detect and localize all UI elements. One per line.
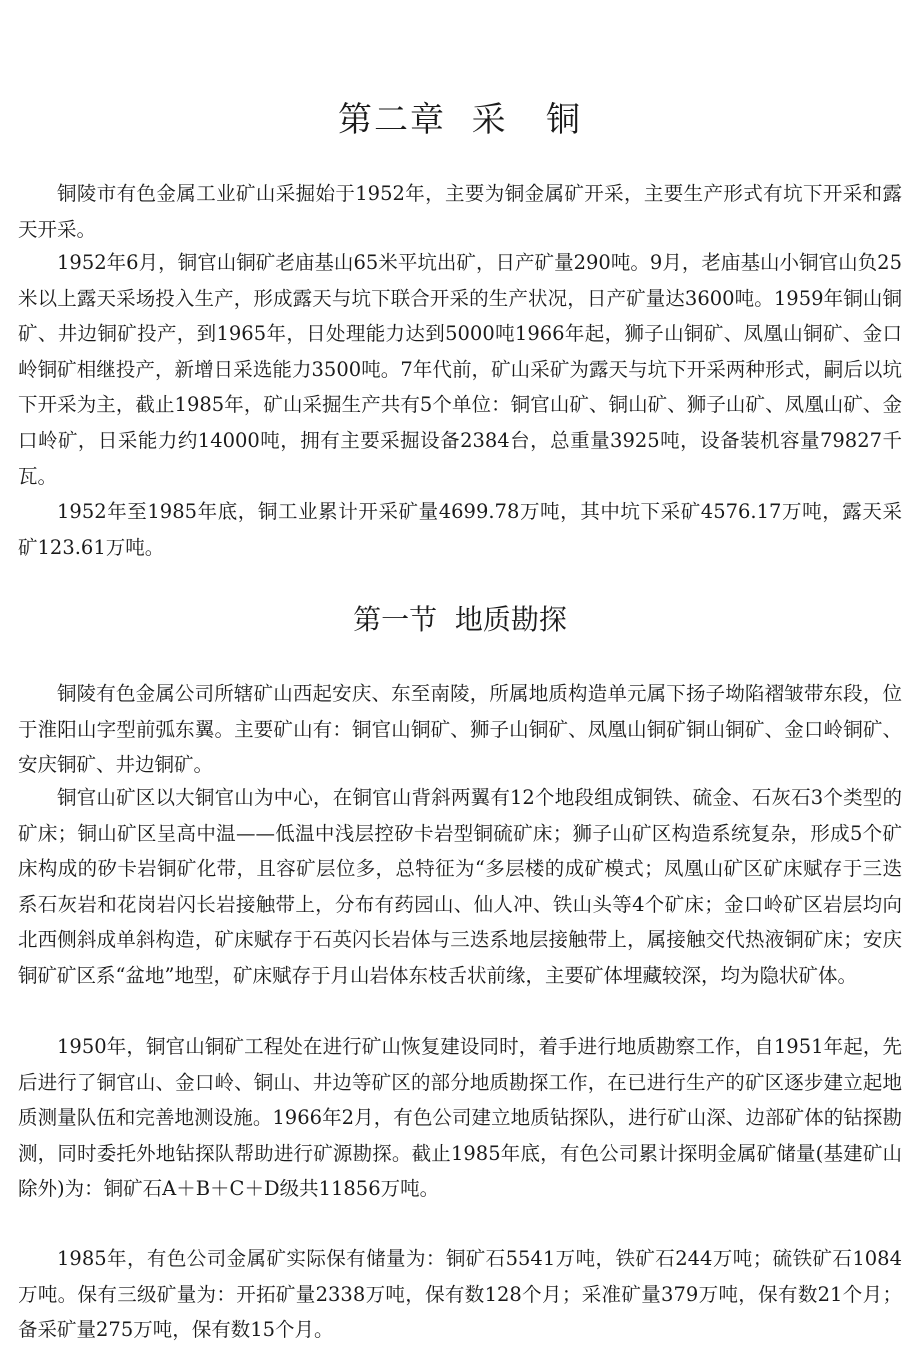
section-title: 第一节 地质勘探	[353, 603, 567, 636]
paragraph-output-total: 1952年至1985年底，铜工业累计开采矿量4699.78万吨，其中坑下采矿4576.17万吨，露天采矿123.61万吨。	[18, 500, 902, 559]
paragraph-intro: 铜陵市有色金属工业矿山采掘始于1952年，主要为铜金属矿开采，主要生产形式有坑下开采和露天开采。	[18, 182, 902, 241]
paragraph-history: 1952年6月，铜官山铜矿老庙基山65米平坑出矿，日产矿量290吨。9月，老庙基山小铜官山负25米以上露天采场投入生产，形成露天与坑下联合开采的生产状况，日产矿量达3600吨。1959年铜山铜矿、井边铜矿投产，到1965年，日处理能力达到5000吨1966年起，狮子山铜矿、凤凰山铜矿、金口岭铜矿相继投产，新增日采选能力3500吨。7年代前，矿山采矿为露天与坑下开采两种形式，嗣后以坑下开采为主，截止1985年，矿山采掘生产共有5个单位：铜官山矿、铜山矿、狮子山矿、凤凰山矿、金口岭矿，日采能力约14000吨，拥有主要采掘设备2384台，总重量3925吨，设备装机容量79827千瓦。	[18, 251, 902, 488]
paragraph-deposits: 铜官山矿区以大铜官山为中心，在铜官山背斜两翼有12个地段组成铜铁、硫金、石灰石3个类型的矿床；铜山矿区呈高中温——低温中浅层控矽卡岩型铜硫矿床；狮子山矿区构造系统复杂，形成5个矿床构成的矽卡岩铜矿化带，且容矿层位多，总特征为“多层楼的成矿模式；凤凰山矿区矿床赋存于三迭系石灰岩和花岗岩闪长岩接触带上，分布有药园山、仙人冲、铁山头等4个矿床；金口岭矿区岩层均向北西侧斜成单斜构造，矿床赋存于石英闪长岩体与三迭系地层接触带上，属接触交代热液铜矿床；安庆铜矿矿区系“盆地”地型，矿床赋存于月山岩体东枝舌状前缘，主要矿体埋藏较深，均为隐状矿体。	[18, 786, 902, 987]
chapter-title: 第二章 采 铜	[337, 100, 583, 140]
paragraph-exploration: 1950年，铜官山铜矿工程处在进行矿山恢复建设同时，着手进行地质勘察工作，自1951年起，先后进行了铜官山、金口岭、铜山、井边等矿区的部分地质勘探工作，在已进行生产的矿区逐步建立起地质测量队伍和完善地测设施。1966年2月，有色公司建立地质钻探队，进行矿山深、边部矿体的钻探勘测，同时委托外地钻探队帮助进行矿源勘探。截止1985年底，有色公司累计探明金属矿储量(基建矿山除外)为：铜矿石A＋B＋C＋D级共11856万吨。	[18, 1035, 902, 1201]
paragraph-reserves: 1985年，有色公司金属矿实际保有储量为：铜矿石5541万吨，铁矿石244万吨；硫铁矿石1084万吨。保有三级矿量为：开拓矿量2338万吨，保有数128个月；采准矿量379万吨，保有数21个月；备采矿量275万吨，保有数15个月。	[18, 1247, 902, 1342]
paragraph-geology-overview: 铜陵有色金属公司所辖矿山西起安庆、东至南陵，所属地质构造单元属下扬子坳陷褶皱带东段，位于淮阳山字型前弧东翼。主要矿山有：铜官山铜矿、狮子山铜矿、凤凰山铜矿铜山铜矿、金口岭铜矿、安庆铜矿、井边铜矿。	[18, 682, 902, 777]
